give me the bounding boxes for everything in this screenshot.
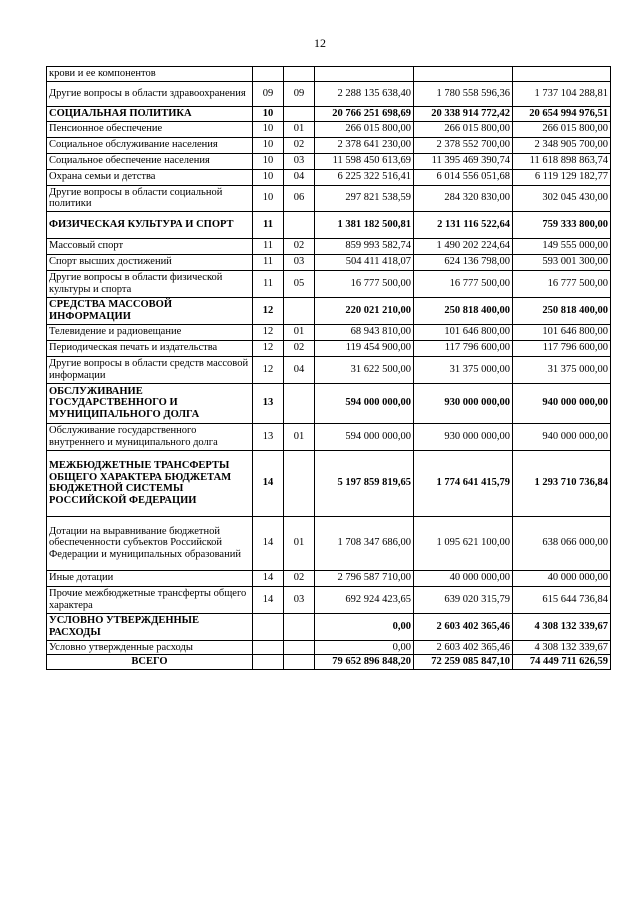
amount-year2-cell: 6 014 556 051,68 [414, 169, 513, 185]
subsection-code-cell [284, 613, 315, 640]
amount-year3-cell: 11 618 898 863,74 [513, 153, 611, 169]
amount-year3-cell: 593 001 300,00 [513, 254, 611, 270]
row-name-cell: МЕЖБЮДЖЕТНЫЕ ТРАНСФЕРТЫ ОБЩЕГО ХАРАКТЕРА БЮДЖЕТАМ БЮДЖЕТНОЙ СИСТЕМЫ РОССИЙСКОЙ ФЕДЕРАЦИИ [47, 450, 253, 516]
row-name-cell: ОБСЛУЖИВАНИЕ ГОСУДАРСТВЕННОГО И МУНИЦИПАЛЬНОГО ДОЛГА [47, 383, 253, 423]
section-code-cell: 14 [253, 570, 284, 586]
table-row [47, 211, 611, 238]
row-name-cell: Периодическая печать и издательства [47, 340, 253, 356]
amount-year2-cell: 2 603 402 365,46 [414, 613, 513, 640]
amount-year1-cell: 2 378 641 230,00 [315, 137, 414, 153]
table-row [47, 169, 611, 185]
subsection-code-cell: 03 [284, 153, 315, 169]
row-name-cell: Условно утвержденные расходы [47, 640, 253, 655]
amount-year3-cell: 940 000 000,00 [513, 423, 611, 450]
amount-year1-cell: 859 993 582,74 [315, 238, 414, 254]
subsection-code-cell [284, 67, 315, 82]
amount-year1-cell: 692 924 423,65 [315, 586, 414, 613]
row-name-cell: Дотации на выравнивание бюджетной обеспеченности субъектов Российской Федерации и муниципальных образований [47, 516, 253, 570]
subsection-code-cell: 09 [284, 81, 315, 106]
section-code-cell: 11 [253, 254, 284, 270]
amount-year2-cell: 40 000 000,00 [414, 570, 513, 586]
amount-year3-cell: 250 818 400,00 [513, 297, 611, 324]
subsection-code-cell: 01 [284, 324, 315, 340]
section-code-cell: 14 [253, 450, 284, 516]
row-name-cell: Другие вопросы в области средств массовой информации [47, 356, 253, 383]
section-code-cell: 10 [253, 169, 284, 185]
amount-year1-cell: 119 454 900,00 [315, 340, 414, 356]
amount-year3-cell: 149 555 000,00 [513, 238, 611, 254]
amount-year1-cell [315, 67, 414, 82]
subsection-code-cell: 02 [284, 570, 315, 586]
amount-year2-cell: 11 395 469 390,74 [414, 153, 513, 169]
amount-year3-cell: 2 348 905 700,00 [513, 137, 611, 153]
row-name-cell: УСЛОВНО УТВЕРЖДЕННЫЕ РАСХОДЫ [47, 613, 253, 640]
row-name-cell: СРЕДСТВА МАССОВОЙ ИНФОРМАЦИИ [47, 297, 253, 324]
row-name-cell: Массовый спорт [47, 238, 253, 254]
amount-year2-cell: 250 818 400,00 [414, 297, 513, 324]
table-row [47, 450, 611, 516]
amount-year3-cell: 101 646 800,00 [513, 324, 611, 340]
table-row [47, 185, 611, 211]
section-code-cell: 12 [253, 324, 284, 340]
amount-year2-cell: 266 015 800,00 [414, 121, 513, 137]
table-row [47, 81, 611, 106]
subsection-code-cell: 02 [284, 340, 315, 356]
row-name-cell: СОЦИАЛЬНАЯ ПОЛИТИКА [47, 106, 253, 121]
row-name-cell: Охрана семьи и детства [47, 169, 253, 185]
amount-year2-cell: 930 000 000,00 [414, 383, 513, 423]
amount-year3-cell: 615 644 736,84 [513, 586, 611, 613]
row-name-cell: Социальное обеспечение населения [47, 153, 253, 169]
table-row [47, 137, 611, 153]
amount-year2-cell: 101 646 800,00 [414, 324, 513, 340]
row-name-cell: Социальное обслуживание населения [47, 137, 253, 153]
subsection-code-cell: 02 [284, 238, 315, 254]
subsection-code-cell: 04 [284, 356, 315, 383]
budget-table-body [47, 67, 611, 670]
subsection-code-cell [284, 450, 315, 516]
section-code-cell: 12 [253, 356, 284, 383]
amount-year1-cell: 0,00 [315, 613, 414, 640]
subsection-code-cell [284, 383, 315, 423]
amount-year1-cell: 1 381 182 500,81 [315, 211, 414, 238]
amount-year1-cell: 5 197 859 819,65 [315, 450, 414, 516]
table-row [47, 340, 611, 356]
subsection-code-cell: 05 [284, 270, 315, 297]
section-code-cell: 11 [253, 211, 284, 238]
amount-year1-cell: 220 021 210,00 [315, 297, 414, 324]
subsection-code-cell: 01 [284, 516, 315, 570]
amount-year1-cell: 11 598 450 613,69 [315, 153, 414, 169]
table-row [47, 655, 611, 670]
section-code-cell: 12 [253, 340, 284, 356]
subsection-code-cell [284, 640, 315, 655]
row-name-cell: Другие вопросы в области социальной политики [47, 185, 253, 211]
section-code-cell [253, 613, 284, 640]
amount-year3-cell: 1 737 104 288,81 [513, 81, 611, 106]
subsection-code-cell: 03 [284, 254, 315, 270]
table-row [47, 423, 611, 450]
amount-year2-cell: 624 136 798,00 [414, 254, 513, 270]
amount-year2-cell: 1 490 202 224,64 [414, 238, 513, 254]
table-row [47, 270, 611, 297]
table-row [47, 67, 611, 82]
page-number: 12 [314, 36, 326, 50]
table-row [47, 238, 611, 254]
amount-year3-cell: 74 449 711 626,59 [513, 655, 611, 670]
section-code-cell: 13 [253, 383, 284, 423]
section-code-cell: 10 [253, 153, 284, 169]
subsection-code-cell: 02 [284, 137, 315, 153]
section-code-cell [253, 67, 284, 82]
amount-year2-cell: 2 378 552 700,00 [414, 137, 513, 153]
subsection-code-cell [284, 106, 315, 121]
section-code-cell: 10 [253, 106, 284, 121]
table-row [47, 297, 611, 324]
subsection-code-cell: 03 [284, 586, 315, 613]
amount-year1-cell: 31 622 500,00 [315, 356, 414, 383]
subsection-code-cell: 01 [284, 423, 315, 450]
amount-year3-cell: 31 375 000,00 [513, 356, 611, 383]
row-name-cell: ВСЕГО [47, 655, 253, 670]
amount-year1-cell: 0,00 [315, 640, 414, 655]
amount-year3-cell: 4 308 132 339,67 [513, 613, 611, 640]
section-code-cell: 13 [253, 423, 284, 450]
section-code-cell: 09 [253, 81, 284, 106]
amount-year2-cell: 1 774 641 415,79 [414, 450, 513, 516]
table-row [47, 254, 611, 270]
row-name-cell: ФИЗИЧЕСКАЯ КУЛЬТУРА И СПОРТ [47, 211, 253, 238]
amount-year3-cell: 1 293 710 736,84 [513, 450, 611, 516]
amount-year2-cell: 930 000 000,00 [414, 423, 513, 450]
table-row [47, 613, 611, 640]
subsection-code-cell [284, 211, 315, 238]
amount-year2-cell [414, 67, 513, 82]
amount-year1-cell: 79 652 896 848,20 [315, 655, 414, 670]
amount-year2-cell: 1 780 558 596,36 [414, 81, 513, 106]
amount-year3-cell: 16 777 500,00 [513, 270, 611, 297]
subsection-code-cell [284, 297, 315, 324]
amount-year3-cell: 638 066 000,00 [513, 516, 611, 570]
row-name-cell: Другие вопросы в области здравоохранения [47, 81, 253, 106]
table-row [47, 153, 611, 169]
amount-year1-cell: 1 708 347 686,00 [315, 516, 414, 570]
section-code-cell [253, 655, 284, 670]
amount-year3-cell [513, 67, 611, 82]
section-code-cell: 14 [253, 586, 284, 613]
amount-year1-cell: 594 000 000,00 [315, 423, 414, 450]
table-row [47, 356, 611, 383]
amount-year2-cell: 16 777 500,00 [414, 270, 513, 297]
budget-table [46, 66, 611, 670]
row-name-cell: Другие вопросы в области физической культуры и спорта [47, 270, 253, 297]
amount-year3-cell: 266 015 800,00 [513, 121, 611, 137]
row-name-cell: Иные дотации [47, 570, 253, 586]
row-name-cell: Обслуживание государственного внутреннего и муниципального долга [47, 423, 253, 450]
amount-year3-cell: 6 119 129 182,77 [513, 169, 611, 185]
amount-year1-cell: 504 411 418,07 [315, 254, 414, 270]
amount-year3-cell: 940 000 000,00 [513, 383, 611, 423]
amount-year1-cell: 266 015 800,00 [315, 121, 414, 137]
amount-year1-cell: 594 000 000,00 [315, 383, 414, 423]
subsection-code-cell: 04 [284, 169, 315, 185]
amount-year3-cell: 20 654 994 976,51 [513, 106, 611, 121]
section-code-cell: 10 [253, 137, 284, 153]
table-row [47, 586, 611, 613]
amount-year3-cell: 759 333 800,00 [513, 211, 611, 238]
section-code-cell: 10 [253, 185, 284, 211]
table-row [47, 640, 611, 655]
section-code-cell: 12 [253, 297, 284, 324]
amount-year3-cell: 302 045 430,00 [513, 185, 611, 211]
row-name-cell: Спорт высших достижений [47, 254, 253, 270]
amount-year2-cell: 284 320 830,00 [414, 185, 513, 211]
table-row [47, 121, 611, 137]
row-name-cell: Прочие межбюджетные трансферты общего характера [47, 586, 253, 613]
section-code-cell [253, 640, 284, 655]
table-row [47, 516, 611, 570]
amount-year3-cell: 40 000 000,00 [513, 570, 611, 586]
row-name-cell: Телевидение и радиовещание [47, 324, 253, 340]
amount-year1-cell: 6 225 322 516,41 [315, 169, 414, 185]
amount-year2-cell: 20 338 914 772,42 [414, 106, 513, 121]
section-code-cell: 11 [253, 270, 284, 297]
amount-year2-cell: 2 131 116 522,64 [414, 211, 513, 238]
amount-year3-cell: 117 796 600,00 [513, 340, 611, 356]
row-name-cell: крови и ее компонентов [47, 67, 253, 82]
subsection-code-cell: 01 [284, 121, 315, 137]
section-code-cell: 14 [253, 516, 284, 570]
section-code-cell: 10 [253, 121, 284, 137]
row-name-cell: Пенсионное обеспечение [47, 121, 253, 137]
amount-year1-cell: 297 821 538,59 [315, 185, 414, 211]
subsection-code-cell [284, 655, 315, 670]
table-row [47, 383, 611, 423]
amount-year3-cell: 4 308 132 339,67 [513, 640, 611, 655]
table-row [47, 106, 611, 121]
amount-year2-cell: 2 603 402 365,46 [414, 640, 513, 655]
table-row [47, 570, 611, 586]
amount-year1-cell: 2 796 587 710,00 [315, 570, 414, 586]
amount-year2-cell: 72 259 085 847,10 [414, 655, 513, 670]
amount-year1-cell: 16 777 500,00 [315, 270, 414, 297]
amount-year2-cell: 31 375 000,00 [414, 356, 513, 383]
amount-year2-cell: 639 020 315,79 [414, 586, 513, 613]
amount-year1-cell: 20 766 251 698,69 [315, 106, 414, 121]
amount-year2-cell: 1 095 621 100,00 [414, 516, 513, 570]
amount-year1-cell: 2 288 135 638,40 [315, 81, 414, 106]
subsection-code-cell: 06 [284, 185, 315, 211]
amount-year2-cell: 117 796 600,00 [414, 340, 513, 356]
section-code-cell: 11 [253, 238, 284, 254]
table-row [47, 324, 611, 340]
amount-year1-cell: 68 943 810,00 [315, 324, 414, 340]
